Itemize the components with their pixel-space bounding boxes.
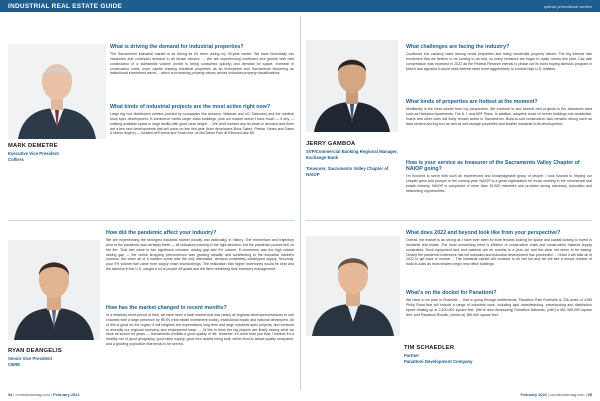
footer-date-right: February 2022 [520,392,547,397]
section-header-bar [0,0,600,12]
profile-title: Partner [404,353,420,358]
page-number-left: 94 [8,392,13,397]
profile-name: JERRY GAMBOA [306,141,356,147]
question-heading: What kinds of industrial projects are the most active right now? [110,104,271,110]
answer-text: Multifamily is the clear winner from my perspective. We continue to see several new projects in the downtown area such as Hampton Apartments, The 8, I, and ARF Place. In addition, adaptive reuse of former buildings into residential, hotels and other uses will likely remain active in Sacramento. Build-to-suit construction also remains strong such as data centers and big box as well as self-storage properties and smaller industrial in-fill development. [406,107,592,126]
footer-site-left: comstocksmag.com [15,392,50,397]
answer-text: In a relatively short period of time, we have seen a local market that was nearly all regional developers/investors to one crowded with a large presence by REITs (real estate investment trusts), institutional equity and national developers. All of this is good for the region; it will heighten the expectations long term and large industrial spec projects, and continue to diversify our regional economy and employment base. ... I'd like to think the big players are finally seeing what we have all known for years — Sacramento exhibits a good quality of life. However, it's more than just that. I believe it's a healthy mix of good geography, good labor supply, good new assets being built, which tend to attract quality occupants, and a growing population that tends to be served. [106,313,294,347]
portrait-ryan-deangelis [8,240,100,340]
question-heading: What does 2022 and beyond look like from your perspective? [406,230,561,236]
page-gutter [300,16,301,390]
footer-site-right: comstocksmag.com [550,392,585,397]
answer-text: Continued low vacancy rates among rental properties and rising residential property values. The big interest rate movement that we believe to be coming to an end, so many investors are eager to make moves this year. Cap rate compression was expected in 2022 as the Federal Reserve intends to phase out its bond buying stimulus program in March and signaled it would raise interest rates more aggressively to combat high U.S. inflation. [406,52,592,71]
answer-text: Large big box distribution centers (owned by companies like Amazon, Walmart and UC Sciences) and the medical shop spec development. E-commerce needs larger class buildings, plus our market doesn't have much — if any — existing available space in large facility with good clear height. ... We don't foresee any let-down in demand and there are a few new developments that will come on line this year (from developers Buzz Oates, Phelan, Hines and Oates & Marko Argent) — located off Elverta and South Ave. at McClellan Park at Elkhorn/Lake 80. [110,112,294,136]
answer-text: The Sacramento industrial market is as strong as it's been during my 35-year career. We have historically low vacancies and continued demand in all tenant sectors. ... We are experiencing continued rent growth with new construction of a substantial volume (which is being consumed quickly) and demand for space. Increase in construction costs, more capital chasing industrial properties as an investment and Sacramento becoming an institutional investment arena ... which is increasing property values across industrial property classifications. [110,52,294,76]
portrait-photo [306,40,398,132]
profile-company: CBRE [8,362,21,367]
question-heading: What is driving the demand for industrial properties? [110,44,244,50]
profile-name: TIM SCHAEDLER [404,345,455,351]
left-divider [8,220,294,221]
profile-company: Colliers [8,157,24,162]
profile-title: SVP/Commercial Banking Regional Manager, Exchange Bank [306,149,398,160]
section-tag: special promotional section [543,3,592,9]
portrait-jerry-gamboa [306,40,398,132]
question-heading: How is your service as treasurer of the Sacramento Valley Chapter of NAIOP going? [406,160,580,172]
answer-text: We have a run park in Roseville ... that is going through entitlements. Panattoni Park Roseville is 236 acres of 4.8M Philip Road that will include a range of industrial uses, including light manufacturing, warehousing and distribution space totaling up to 2,400,000 square feet. (We're also developing) Panattoni Natomas, (with) a 4M, 965,000 square feet, and Panattoni Rocklin, (which is) 350,000 square feet. [406,298,592,317]
profile-title: Executive Vice President [8,151,59,156]
answer-text: I'm honored to serve with such an experienced and knowledgeable group of people. I look forward to helping our chapter grow and prosper in the coming year. NAIOP is a great organization for those working in the commercial real estate industry. NAIOP is comprised of more than 15,000 members and provides strong advocacy, education and networking opportunities. [406,174,592,193]
portrait-tim-schaedler [306,236,400,336]
page-number-right: 95 [587,392,592,397]
footer-left: 94 | comstocksmag.com | February 2022 [8,392,80,397]
profile-name: MARK DEMETRE [8,143,58,149]
profile-organization: Treasurer, Sacramento Valley Chapter of NAIOP [306,166,389,177]
portrait-photo [8,240,100,340]
portrait-mark-demetre [8,44,106,139]
answer-text: We are experiencing the strongest industrial market (locally and nationally) in history. The momentum and trajectory prior to the pandemic was certainly there — all indicators pointing in the right direction, but the pandemic poured fuel on the fire. That fuel came in two significant volumes: raising gap and 9% volume. E-commerce was the high octane raising gap — the online shopping phenomenon was growing steadily and contributing to the industrial market's success, but when all of a sudden online was the only alternative, demand completely outstripped supply. Secondly, your 9% volume fuel came from supply chain shortcomings. The realization that higher inventories would be kept and the laziness in the U.S. caught a lot of people off guard and left them rethinking their inventory management. [106,238,294,272]
question-heading: What's on the docket for Panattoni? [406,290,497,296]
section-title: INDUSTRIAL REAL ESTATE GUIDE [8,2,123,10]
portrait-photo [8,44,106,139]
profile-company: Panattoni Development Company [404,359,473,364]
footer-date-left: February 2022 [53,392,80,397]
portrait-photo [306,236,400,336]
question-heading: What kinds of properties are hottest at the moment? [406,99,538,105]
footer-right: February 2022 | comstocksmag.com | 95 [520,392,592,397]
right-divider [306,220,592,221]
profile-name: RYAN DEANGELIS [8,348,62,354]
question-heading: How did the pandemic affect your industry? [106,230,217,236]
question-heading: How has the market changed in recent months? [106,305,227,311]
profile-title: Senior Vice President [8,356,53,361]
question-heading: What challenges are facing the industry? [406,44,510,50]
answer-text: Overall, the market is as strong as I have ever seen for both tenants looking for space and capital looking to invest in industrial real estate. The most concerning trend is inflation of construction costs and construction material supply constraints. Dock equipment and roof material are on months to a year out and the clear not seem to be easing. Clearly the pandemic bottleneck has not subsided and industrial development has proceeded ... I think it will take all of 2022 to get back to normal ... The industrial market will continue to be red hot and we will see a record number of build-to-suits as most tenders begin new office buildings. [406,238,592,267]
